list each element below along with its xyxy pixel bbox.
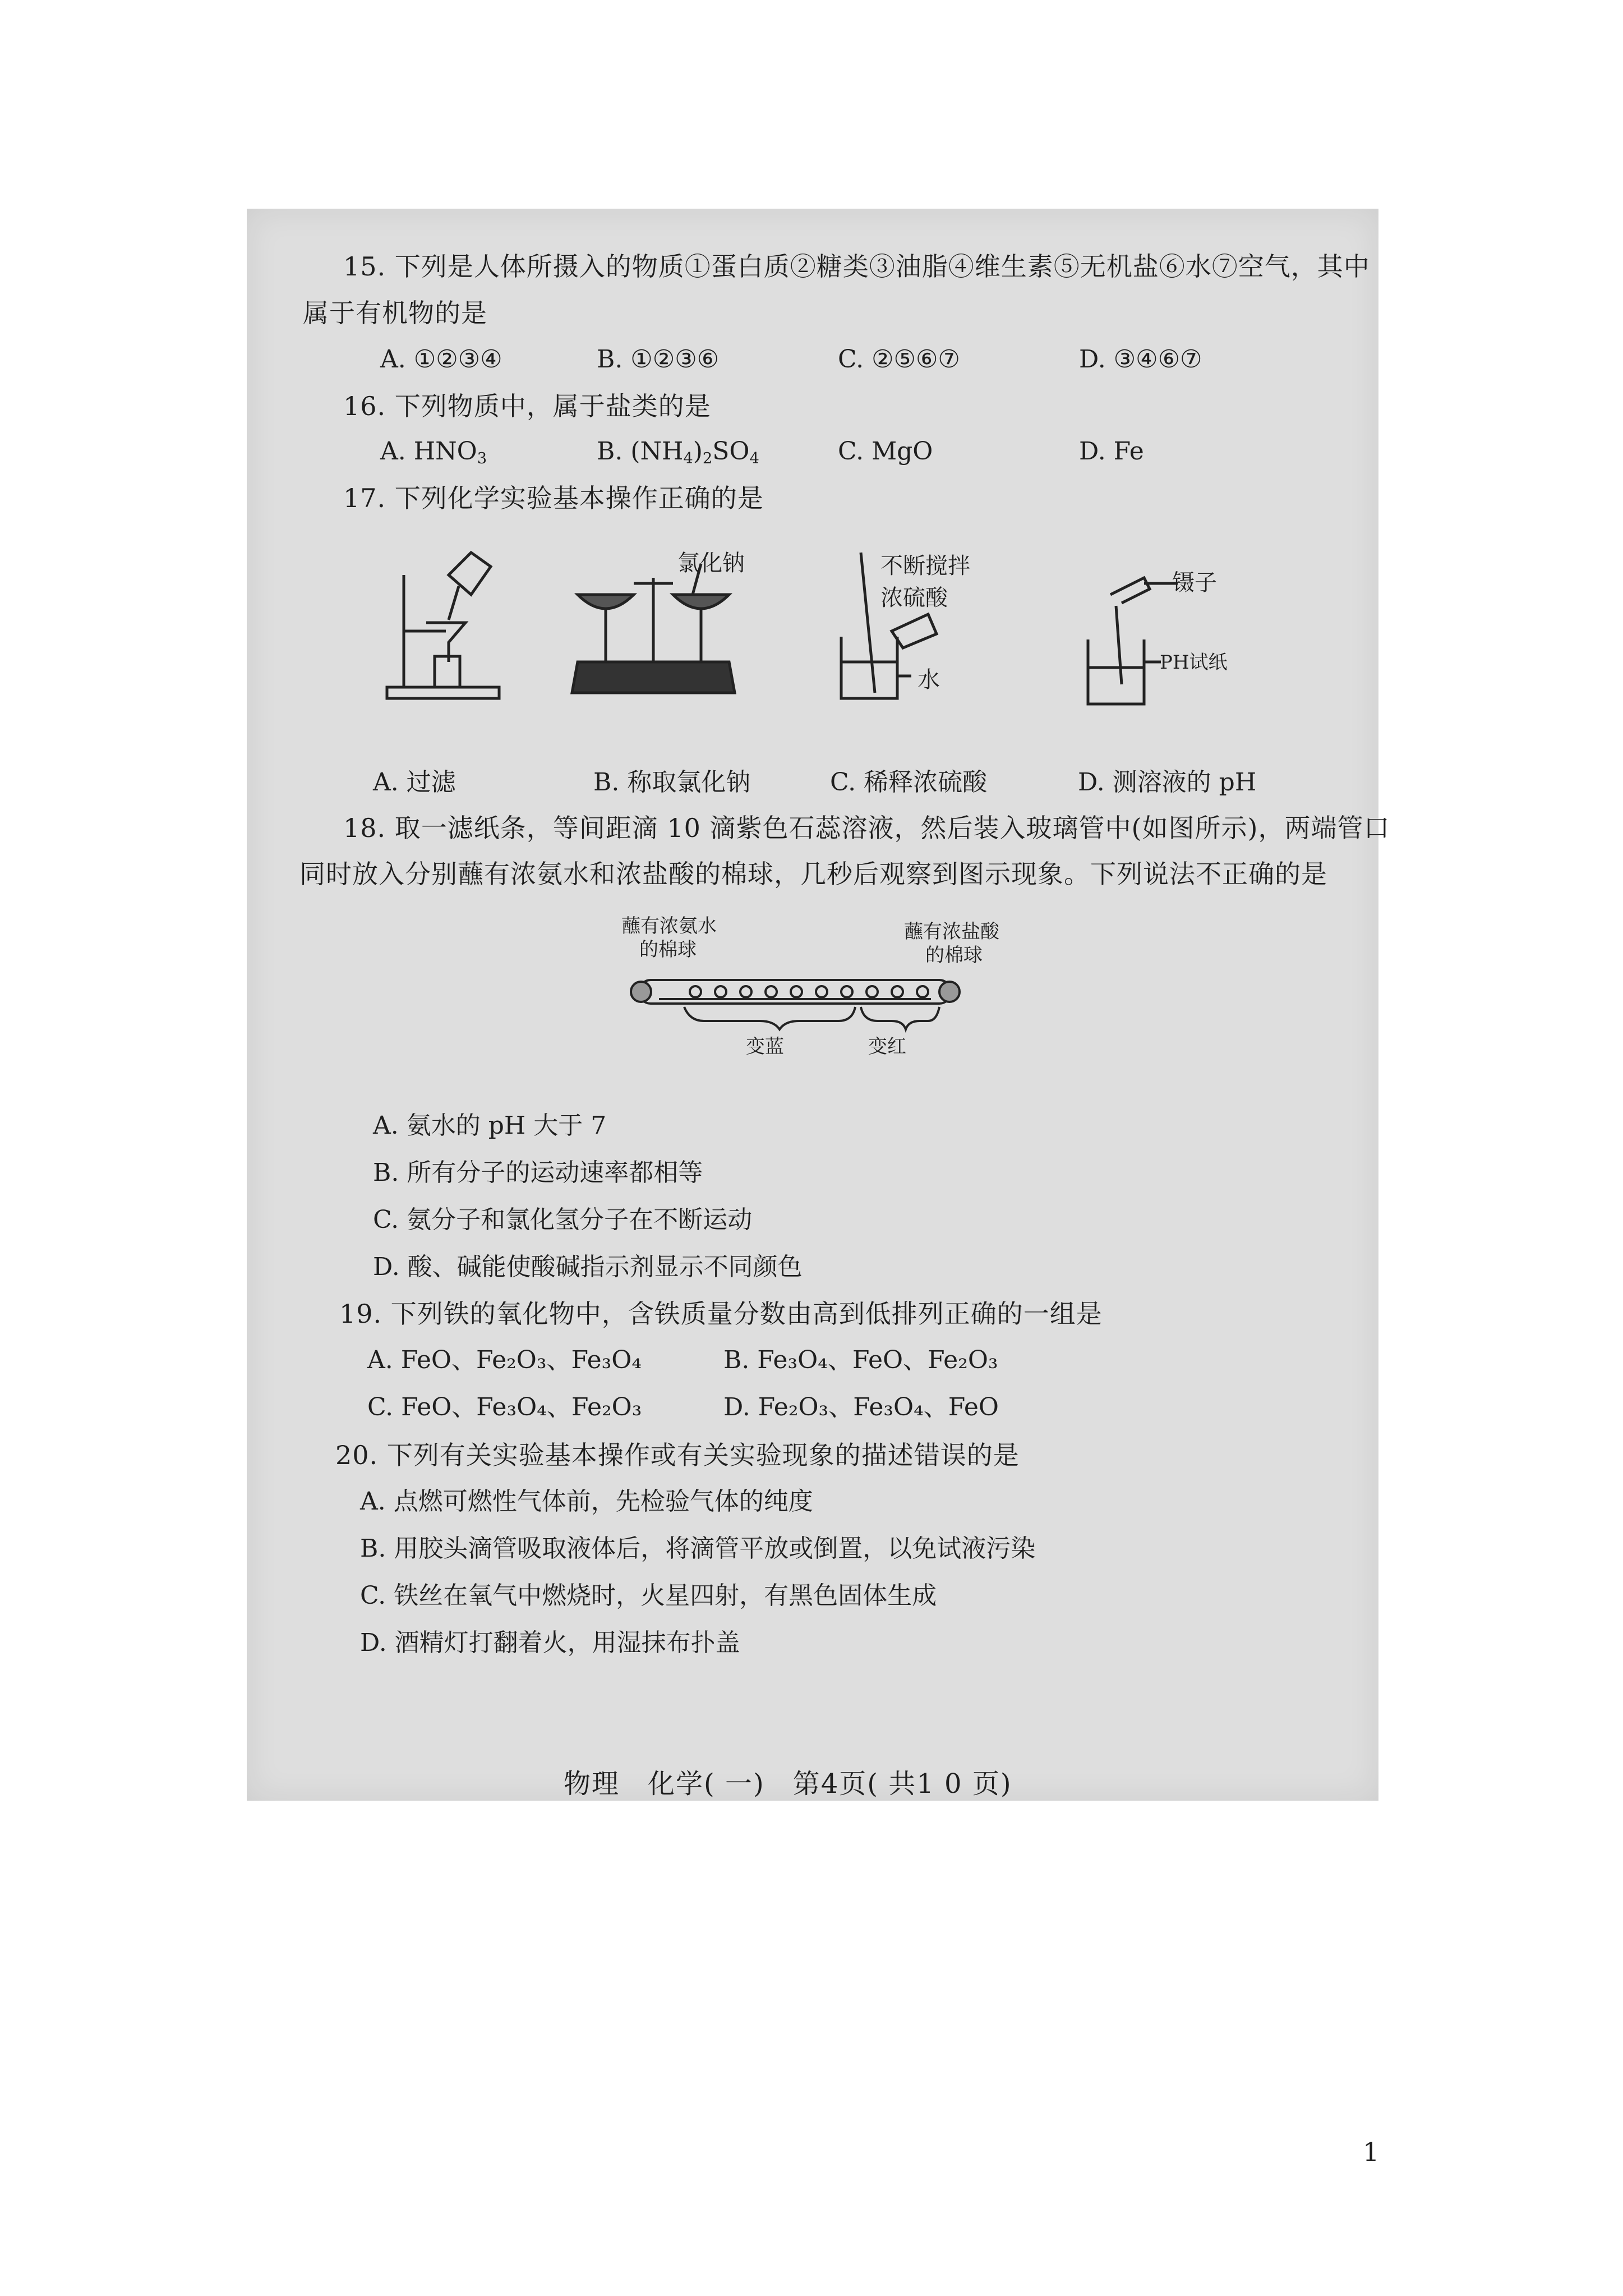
q16-option-b: B. $(NH_4)_2SO_4$ xyxy=(597,437,759,467)
q19-option-b: B. Fe₃O₄、FeO、Fe₂O₃ xyxy=(723,1346,998,1374)
label-hcl-top: 蘸有浓盐酸 xyxy=(904,921,999,943)
q15-stem-line2: 属于有机物的是 xyxy=(303,298,487,328)
q15-option-a: A. ①②③④ xyxy=(380,345,502,374)
label-ammonia-bottom: 的棉球 xyxy=(639,938,697,961)
q17-option-b: B. 称取氯化钠 xyxy=(593,768,751,797)
q18-option-a: A. 氨水的 pH 大于 7 xyxy=(373,1111,607,1140)
label-turns-blue: 变蓝 xyxy=(746,1036,784,1058)
q18-stem-line2: 同时放入分别蘸有浓氨水和浓盐酸的棉球，几秒后观察到图示现象。下列说法不正确的是 xyxy=(299,859,1327,889)
label-water: 水 xyxy=(917,667,940,693)
q20-option-d: D. 酒精灯打翻着火，用湿抹布扑盖 xyxy=(360,1628,740,1657)
glass-tube-figure xyxy=(625,973,973,1052)
q15-option-c: C. ②⑤⑥⑦ xyxy=(838,345,960,374)
page-number: 1 xyxy=(1363,2137,1380,2167)
label-hcl-bottom: 的棉球 xyxy=(925,944,983,967)
q15-option-d: D. ③④⑥⑦ xyxy=(1079,345,1202,374)
q16-option-c: C. MgO xyxy=(838,437,933,466)
label-ph-paper: PH试纸 xyxy=(1160,651,1228,674)
q16-option-d: D. Fe xyxy=(1079,437,1144,466)
label-conc-acid: 浓硫酸 xyxy=(880,585,948,611)
q17-option-c: C. 稀释浓硫酸 xyxy=(830,768,988,797)
q19-option-a: A. FeO、Fe₂O₃、Fe₃O₄ xyxy=(367,1346,642,1374)
q18-stem-line1: 18. 取一滤纸条，等间距滴 10 滴紫色石蕊溶液，然后装入玻璃管中(如图所示)，两端管口 xyxy=(343,813,1390,843)
label-tweezers: 镊子 xyxy=(1172,570,1217,596)
label-turns-red: 变红 xyxy=(868,1036,906,1058)
q17-option-d: D. 测溶液的 pH xyxy=(1078,768,1257,797)
q20-option-b: B. 用胶头滴管吸取液体后，将滴管平放或倒置，以免试液污染 xyxy=(360,1534,1036,1563)
q19-option-c: C. FeO、Fe₃O₄、Fe₂O₃ xyxy=(367,1393,642,1421)
q15-option-b: B. ①②③⑥ xyxy=(597,345,720,374)
q18-option-c: C. 氨分子和氯化氢分子在不断运动 xyxy=(373,1205,753,1234)
page-footer: 物理 化学( 一) 第4页( 共1 0 页) xyxy=(564,1768,1012,1800)
q16-stem: 16. 下列物质中，属于盐类的是 xyxy=(343,391,711,421)
q18-option-b: B. 所有分子的运动速率都相等 xyxy=(373,1158,703,1187)
q15-stem-line1: 15. 下列是人体所摄入的物质①蛋白质②糖类③油脂④维生素⑤无机盐⑥水⑦空气，其中 xyxy=(343,251,1370,282)
q19-stem: 19. 下列铁的氧化物中，含铁质量分数由高到低排列正确的一组是 xyxy=(339,1299,1103,1329)
q20-option-a: A. 点燃可燃性气体前，先检验气体的纯度 xyxy=(360,1487,813,1516)
q19-option-d: D. Fe₂O₃、Fe₃O₄、FeO xyxy=(723,1393,999,1421)
q20-stem: 20. 下列有关实验基本操作或有关实验现象的描述错误的是 xyxy=(335,1440,1020,1470)
q18-option-d: D. 酸、碱能使酸碱指示剂显示不同颜色 xyxy=(373,1253,803,1281)
label-nacl: 氯化钠 xyxy=(677,550,745,576)
q17-stem: 17. 下列化学实验基本操作正确的是 xyxy=(343,483,764,513)
label-ammonia-top: 蘸有浓氨水 xyxy=(621,915,717,937)
q20-option-c: C. 铁丝在氧气中燃烧时，火星四射，有黑色固体生成 xyxy=(360,1581,937,1610)
label-stir: 不断搅拌 xyxy=(880,553,970,579)
q16-option-a: A. $HNO_3$ xyxy=(380,437,487,467)
filtration-apparatus-figure xyxy=(387,553,505,704)
balance-scale-figure xyxy=(566,561,740,707)
q17-option-a: A. 过滤 xyxy=(373,768,456,797)
